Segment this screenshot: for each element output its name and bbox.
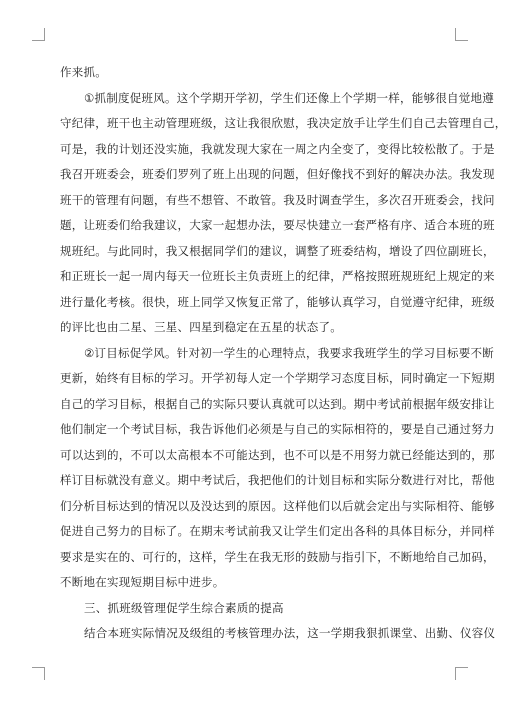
text-line: 和正班长一起一周内每天一位班长主负责班上的纪律，严格按照班规班纪上规定的来 (60, 269, 495, 283)
body-text (60, 60, 507, 647)
text-line: 题，让班委们给我建议，大家一起想办法，要尽快建立一套严格有序、适合本班的班 (60, 218, 495, 232)
text-line: 规班纪。与此同时，我又根据同学们的建议，调整了班委结构，增设了四位副班长， (60, 243, 495, 258)
text-line: 促进自己努力的目标了。在期末考试前我又让学生们定出各科的具体目标分，并同样 (60, 524, 495, 538)
text-line: 结合本班实际情况及级组的考核管理办法，这一学期我狠抓课堂、出勤、仪容仪 (84, 626, 496, 640)
text-line: 他们制定一个考试目标，我告诉他们必须是与自己的实际相符的，要是自己通过努力 (60, 422, 495, 436)
text-line: 要求是实在的、可行的，这样，学生在我无形的鼓励与指引下，不断地给自己加码， (60, 549, 495, 564)
text-line: 可以达到的，不可以太高根本不可能达到，也不可以是不用努力就已经能达到的，那 (60, 447, 495, 462)
text-line: 进行量化考核。很快，班上同学又恢复正常了，能够认真学习，自觉遵守纪律，班级 (60, 294, 495, 309)
text-line: 我召开班委会，班委们罗列了班上出现的问题，但好像找不到好的解决办法。我发现 (60, 167, 495, 181)
text-line: 可是，我的计划还没实施，我就发现大家在一周之内全变了，变得比较松散了。于是 (60, 141, 495, 156)
text-line: 自己的学习目标，根据自己的实际只要认真就可以达到。期中考试前根据年级安排让 (60, 396, 495, 411)
text-line: 班干的管理有问题，有些不想管、不敢管。我及时调查学生，多次召开班委会，找问 (60, 192, 495, 207)
crop-mark-bottom-right (455, 667, 468, 680)
text-line: 们分析目标达到的情况以及没达到的原因。这样他们以后就会定出与实际相符、能够 (60, 498, 495, 513)
crop-mark-top-left (32, 28, 45, 41)
text-line: ②订目标促学风。针对初一学生的心理特点，我要求我班学生的学习目标要不断 (84, 345, 495, 360)
text-line: 作来抓。 (60, 65, 107, 79)
text-line: 三、抓班级管理促学生综合素质的提高 (84, 600, 284, 615)
text-line: 更新，始终有目标的学习。开学初每人定一个学期学习态度目标，同时确定一下短期 (60, 371, 495, 385)
text-line: 守纪律，班干也主动管理班级，这让我很欣慰，我决定放手让学生们自己去管理自己， (60, 116, 507, 130)
text-line: 的评比也由二星、三星、四星到稳定在五星的状态了。 (60, 320, 342, 334)
text-line: 样订目标就没有意义。期中考试后，我把他们的计划目标和实际分数进行对比，帮他 (60, 473, 495, 487)
text-line: ①抓制度促班风。这个学期开学初，学生们还像上个学期一样，能够很自觉地遵 (84, 90, 495, 105)
text-line: 不断地在实现短期目标中进步。 (60, 575, 225, 589)
crop-mark-bottom-left (32, 667, 45, 680)
crop-mark-top-right (455, 28, 468, 41)
